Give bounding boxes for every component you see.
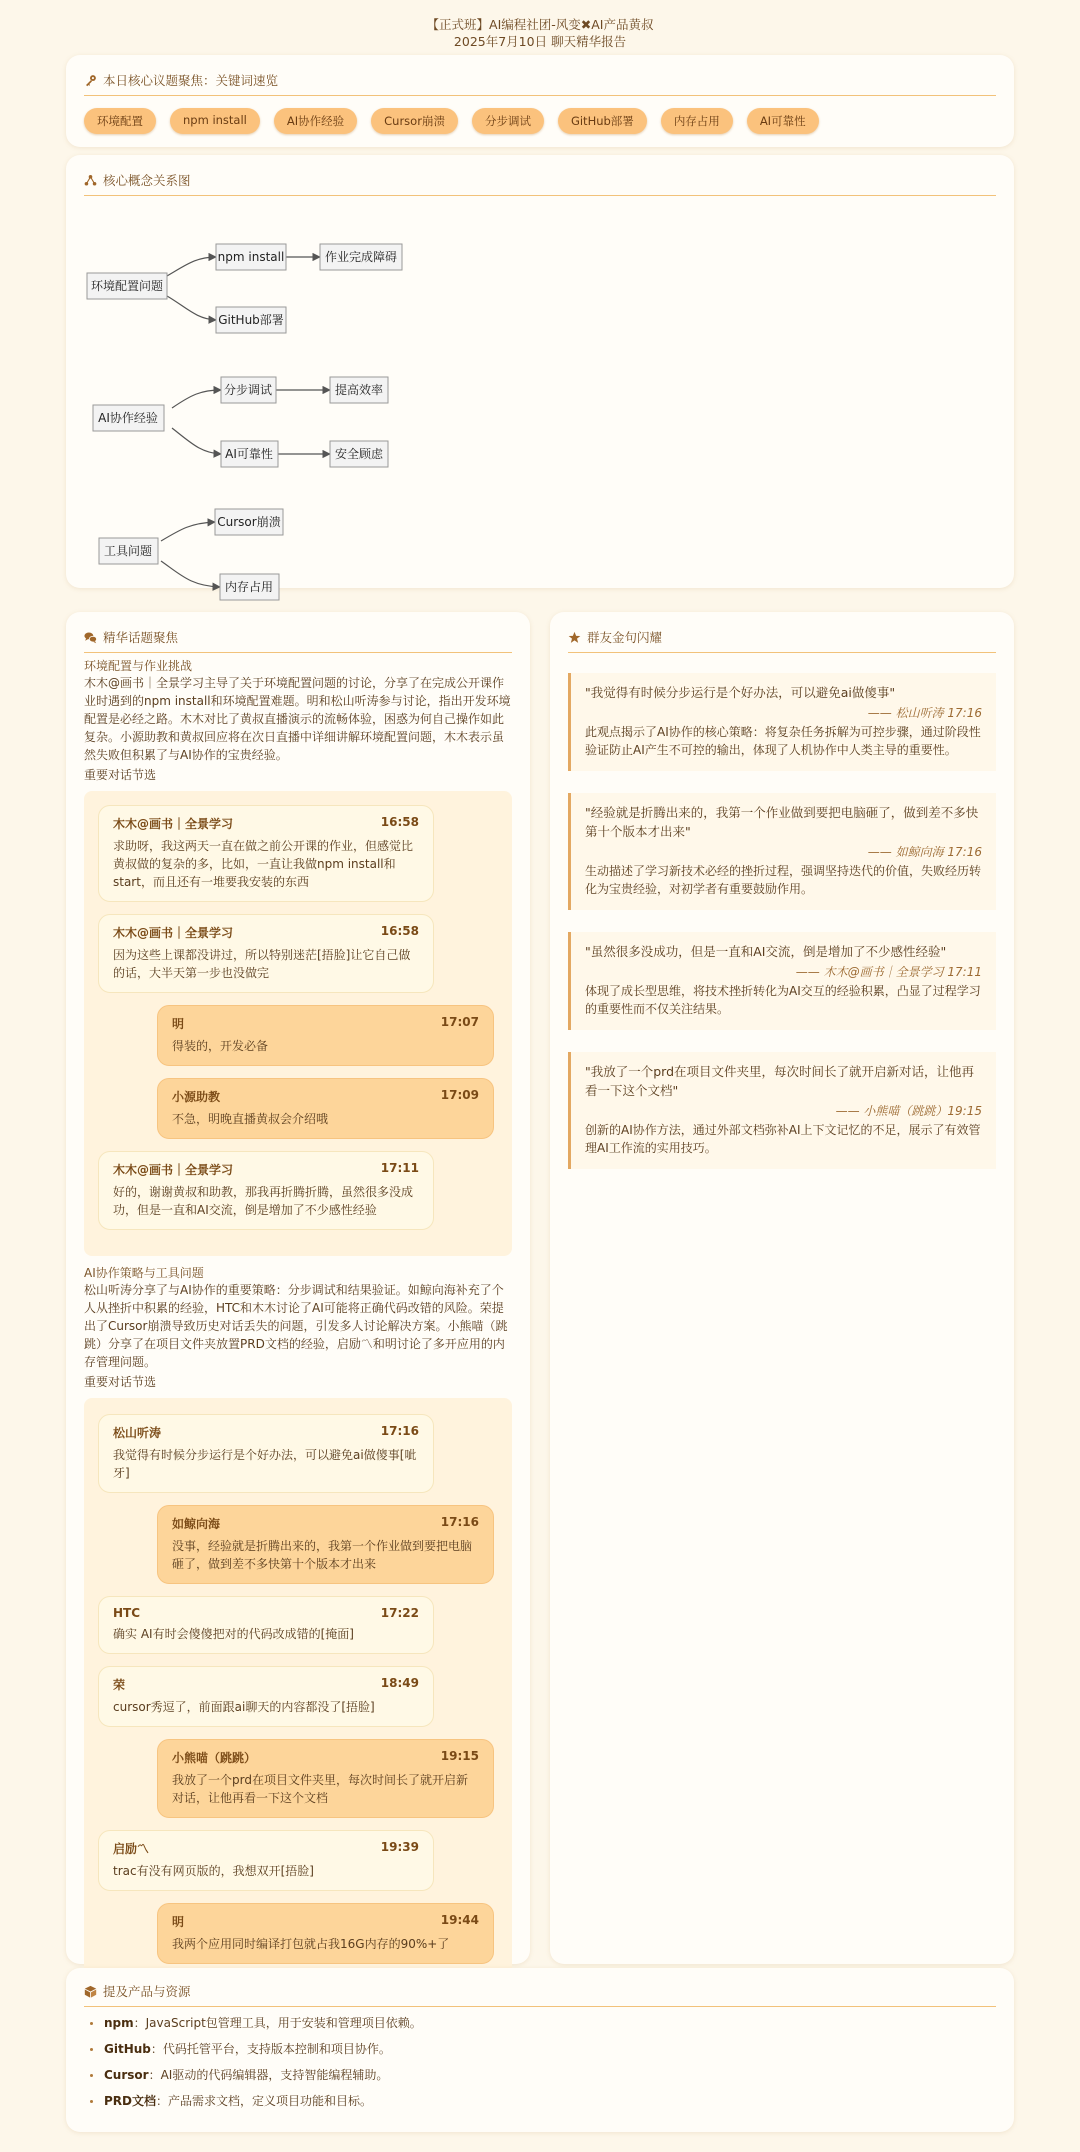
node-eff: 提高效率 xyxy=(334,383,384,397)
keywords-card xyxy=(66,55,1014,147)
topics-title-text: 精华话题聚焦 xyxy=(103,630,179,645)
network-icon xyxy=(84,174,97,187)
quote-comment: 创新的AI协作方法，通过外部文档弥补AI上下文记忆的不足，展示了有效管理AI工作流的实用技巧。 xyxy=(585,1123,981,1155)
keywords-title xyxy=(84,71,996,96)
resource-desc: ：代码托管平台，支持版本控制和项目协作。 xyxy=(150,2042,391,2056)
message-time: 19:15 xyxy=(440,1749,479,1763)
edge-ai-step xyxy=(172,390,221,408)
message-time: 17:16 xyxy=(380,1424,419,1438)
edge-env-gh xyxy=(167,296,216,320)
keyword-tag[interactable]: GitHub部署 xyxy=(558,108,647,134)
message-sender: 木木@画书｜全景学习 xyxy=(113,817,234,831)
message-time: 17:22 xyxy=(380,1606,419,1620)
resources-card xyxy=(66,1968,1014,2132)
resource-desc: ：产品需求文档，定义项目功能和目标。 xyxy=(156,2094,373,2108)
message-time: 18:49 xyxy=(380,1676,419,1690)
message-time: 17:07 xyxy=(440,1015,479,1029)
keyword-tags xyxy=(84,108,996,134)
chat-message xyxy=(157,1903,494,1964)
resource-item xyxy=(84,2013,996,2033)
topic-1-summary: 木木@画书｜全景学习主导了关于环境配置问题的讨论，分享了在完成公开课作业时遇到的npm install和环境配置难题。明和松山听涛参与讨论，指出开发环境配置是必经之路。木木对比了黄叔直播演示的流畅体验，困惑为何自己操作如此复杂。小源助教和黄叔回应将在次日直播中详细讲解环境配置问题，木木表示虽然失败但积累了与AI协作的宝贵经验。 xyxy=(84,676,511,762)
edge-env-npm xyxy=(167,257,216,276)
edge-tool-cursor xyxy=(161,522,215,541)
topic-2-summary: 松山听涛分享了与AI协作的重要策略：分步调试和结果验证。如鲸向海补充了个人从挫折中积累的经验，HTC和木木讨论了AI可能将正确代码改错的风险。荣提出了Cursor崩溃导致历史对话丢失的问题，引发多人讨论解决方案。小熊喵（跳跳）分享了在项目文件夹放置PRD文档的经验，启励〽和明讨论了多开应用的内存管理问题。 xyxy=(84,1283,508,1369)
resource-item xyxy=(84,2065,996,2085)
quotes-card xyxy=(550,612,1014,1964)
keywords-title-text: 本日核心议题聚焦：关键词速览 xyxy=(103,73,279,88)
report-date: 2025年7月10日 聊天精华报告 xyxy=(453,34,627,49)
star-icon xyxy=(568,631,581,644)
topic-2-excerpt-label: 重要对话节选 xyxy=(84,1375,157,1389)
node-env: 环境配置问题 xyxy=(90,279,164,293)
chat-message xyxy=(98,1666,434,1727)
keyword-tag[interactable]: 分步调试 xyxy=(472,108,544,134)
message-sender: 明 xyxy=(172,1017,185,1031)
message-text: 我放了一个prd在项目文件夹里，每次时间长了就开启新对话，让他再看一下这个文档 xyxy=(172,1773,468,1805)
resource-item xyxy=(84,2039,996,2059)
message-time: 19:44 xyxy=(440,1913,479,1927)
message-time: 19:39 xyxy=(380,1840,419,1854)
node-mem: 内存占用 xyxy=(224,580,274,594)
chat-message xyxy=(157,1005,494,1066)
resource-list xyxy=(84,2013,996,2111)
topic-1-excerpt-label: 重要对话节选 xyxy=(84,768,157,782)
message-sender: HTC xyxy=(113,1606,141,1620)
quotes-title xyxy=(568,628,996,653)
graph-title-text: 核心概念关系图 xyxy=(103,173,191,188)
message-sender: 小源助教 xyxy=(172,1090,221,1104)
message-text: 没事，经验就是折腾出来的，我第一个作业做到要把电脑砸了，做到差不多快第十个版本才出来 xyxy=(172,1539,473,1571)
resource-name: PRD文档 xyxy=(104,2094,156,2108)
quote-author: —— 小熊喵（跳跳）19:15 xyxy=(835,1104,982,1118)
report-header xyxy=(0,0,1080,50)
node-gh: GitHub部署 xyxy=(218,313,284,327)
quote-author: —— 木木@画书｜全景学习 17:11 xyxy=(795,965,982,979)
resource-name: npm xyxy=(104,2016,134,2030)
message-sender: 明 xyxy=(172,1915,185,1929)
node-cursor: Cursor崩溃 xyxy=(217,515,281,529)
node-step: 分步调试 xyxy=(223,383,273,397)
node-ai: AI协作经验 xyxy=(98,411,158,425)
chat-message xyxy=(98,914,434,993)
chat-message xyxy=(157,1078,494,1139)
keyword-tag[interactable]: AI协作经验 xyxy=(274,108,357,134)
quote-text: "虽然很多没成功，但是一直和AI交流，倒是增加了不少感性经验" xyxy=(585,944,947,959)
message-text: trac有没有网页版的，我想双开[捂脸] xyxy=(113,1864,314,1878)
message-text: 因为这些上课都没讲过，所以特别迷茫[捂脸]让它自己做的话，大半天第一步也没做完 xyxy=(113,948,411,980)
message-time: 17:11 xyxy=(380,1161,419,1175)
message-time: 16:58 xyxy=(380,815,419,829)
message-sender: 小熊喵（跳跳） xyxy=(172,1751,257,1765)
key-icon xyxy=(84,74,97,87)
resource-name: Cursor xyxy=(104,2068,149,2082)
message-time: 17:09 xyxy=(440,1088,479,1102)
message-text: 得装的，开发必备 xyxy=(172,1039,269,1053)
quote-comment: 此观点揭示了AI协作的核心策略：将复杂任务拆解为可控步骤，通过阶段性验证防止AI产生不可控的输出，体现了人机协作中人类主导的重要性。 xyxy=(585,725,981,757)
quote-author: —— 如鲸向海 17:16 xyxy=(867,845,982,859)
resource-name: GitHub xyxy=(104,2042,151,2056)
quote-text: "我觉得有时候分步运行是个好办法，可以避免ai做傻事" xyxy=(585,685,896,700)
node-npm: npm install xyxy=(217,250,285,264)
message-time: 17:16 xyxy=(440,1515,479,1529)
quote-item xyxy=(568,932,996,1030)
message-text: cursor秀逗了，前面跟ai聊天的内容都没了[捂脸] xyxy=(113,1700,375,1714)
chat-message xyxy=(157,1505,494,1584)
chat-bubbles-icon xyxy=(84,631,97,644)
node-safe: 安全顾虑 xyxy=(334,447,384,461)
node-rel: AI可靠性 xyxy=(225,447,273,461)
resource-desc: ：AI驱动的代码编辑器，支持智能编程辅助。 xyxy=(148,2068,389,2082)
quotes-title-text: 群友金句闪耀 xyxy=(587,630,663,645)
quote-item xyxy=(568,793,996,910)
topic-2-heading: AI协作策略与工具问题 xyxy=(84,1266,204,1280)
quote-comment: 生动描述了学习新技术必经的挫折过程，强调坚持迭代的价值，失败经历转化为宝贵经验，对初学者有重要鼓励作用。 xyxy=(585,864,982,896)
message-sender: 荣 xyxy=(113,1678,126,1692)
topic-1-heading: 环境配置与作业挑战 xyxy=(84,659,193,673)
concept-graph-card xyxy=(66,155,1014,594)
keyword-tag[interactable]: npm install xyxy=(170,108,260,134)
chat-message xyxy=(98,1151,434,1230)
resource-item xyxy=(84,2091,996,2111)
report-title: 【正式班】AI编程社团-风变✖AI产品黄叔 xyxy=(426,17,654,32)
chat-message xyxy=(98,1830,434,1891)
edge-tool-mem xyxy=(161,561,220,587)
message-text: 好的，谢谢黄叔和助教，那我再折腾折腾，虽然很多没成功，但是一直和AI交流，倒是增加了不少感性经验 xyxy=(113,1185,414,1217)
quote-author: —— 松山听涛 17:16 xyxy=(867,706,982,720)
chat-message xyxy=(98,1414,434,1493)
graph-title xyxy=(84,171,996,196)
quote-text: "经验就是折腾出来的，我第一个作业做到要把电脑砸了，做到差不多快第十个版本才出来" xyxy=(585,805,979,839)
message-time: 16:58 xyxy=(380,924,419,938)
quote-item xyxy=(568,673,996,771)
message-sender: 松山听涛 xyxy=(113,1426,162,1440)
message-text: 求助呀，我这两天一直在做之前公开课的作业，但感觉比黄叔做的复杂的多，比如，一直让我做npm install和start，而且还有一堆要我安装的东西 xyxy=(113,839,414,889)
edge-ai-rel xyxy=(172,428,221,454)
message-text: 我觉得有时候分步运行是个好办法，可以避免ai做傻事[呲牙] xyxy=(113,1448,417,1480)
message-text: 我两个应用同时编译打包就占我16G内存的90%+了 xyxy=(172,1937,450,1951)
message-sender: 木木@画书｜全景学习 xyxy=(113,926,234,940)
message-text: 确实 AI有时会傻傻把对的代码改成错的[掩面] xyxy=(113,1627,354,1641)
resources-title xyxy=(84,1982,996,2007)
quote-text: "我放了一个prd在项目文件夹里，每次时间长了就开启新对话，让他再看一下这个文档" xyxy=(585,1064,975,1098)
resource-desc: ：JavaScript包管理工具，用于安装和管理项目依赖。 xyxy=(133,2016,422,2030)
chat-message xyxy=(98,805,434,902)
message-sender: 木木@画书｜全景学习 xyxy=(113,1163,234,1177)
keyword-tag[interactable]: Cursor崩溃 xyxy=(371,108,458,134)
topics-card xyxy=(66,612,530,1964)
node-tool: 工具问题 xyxy=(103,544,153,558)
message-sender: 启励〽 xyxy=(113,1842,150,1856)
keyword-tag[interactable]: AI可靠性 xyxy=(747,108,819,134)
message-sender: 如鲸向海 xyxy=(172,1517,221,1531)
keyword-tag[interactable]: 内存占用 xyxy=(661,108,733,134)
chat-message xyxy=(157,1739,494,1818)
message-text: 不急，明晚直播黄叔会介绍哦 xyxy=(172,1112,329,1126)
quote-item xyxy=(568,1052,996,1169)
chat-message xyxy=(98,1596,434,1654)
topic-1-chat xyxy=(84,791,512,1256)
concept-graph xyxy=(86,195,446,594)
resources-title-text: 提及产品与资源 xyxy=(103,1984,191,1999)
topic-2-chat xyxy=(84,1398,512,1980)
box-icon xyxy=(84,1985,97,1998)
keyword-tag[interactable]: 环境配置 xyxy=(84,108,156,134)
topics-title xyxy=(84,628,512,653)
quote-comment: 体现了成长型思维，将技术挫折转化为AI交互的经验积累，凸显了过程学习的重要性而不仅关注结果。 xyxy=(585,984,981,1016)
node-hw: 作业完成障碍 xyxy=(324,250,398,264)
